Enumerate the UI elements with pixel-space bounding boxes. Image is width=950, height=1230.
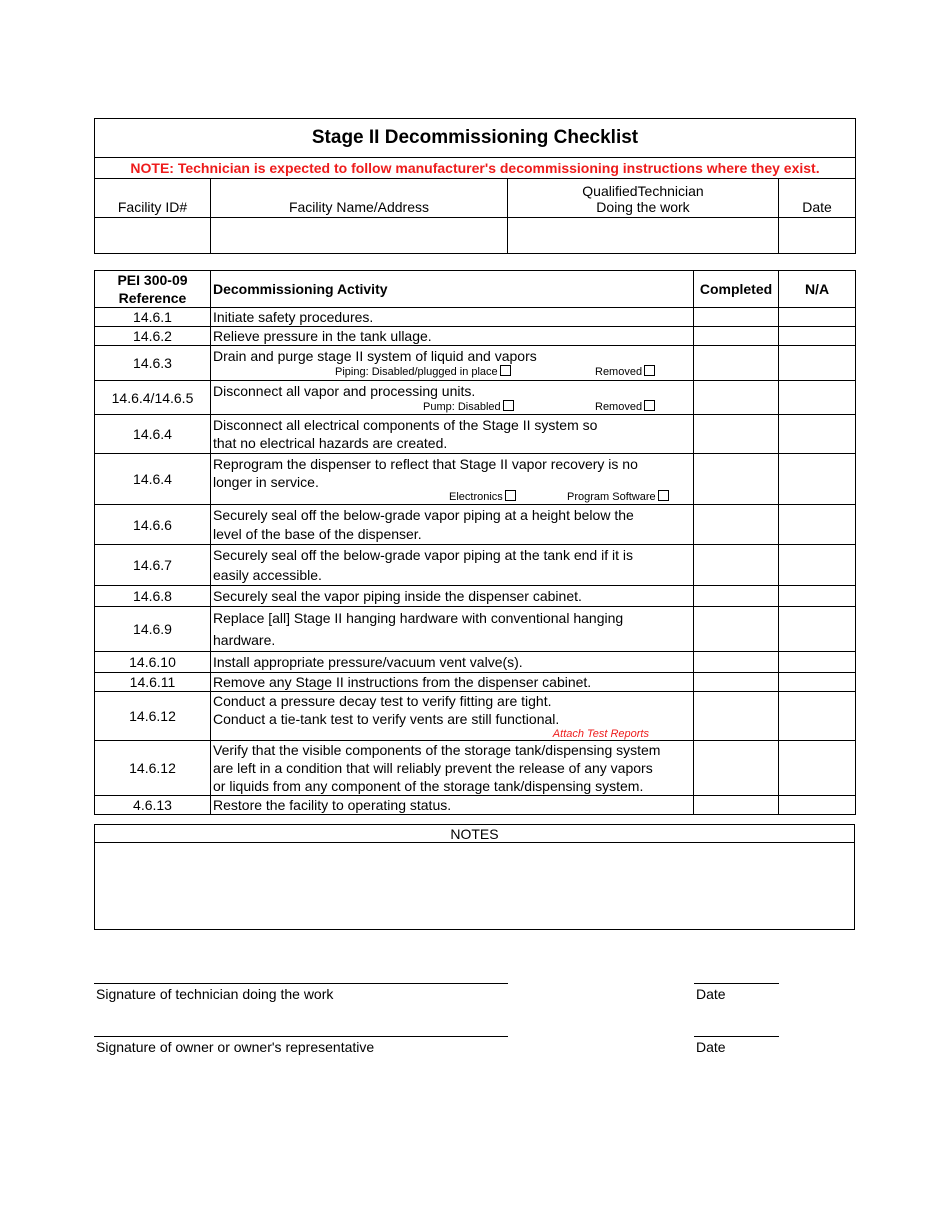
piping-removed-checkbox[interactable]	[644, 365, 655, 376]
pump-disabled-label: Pump: Disabled	[423, 400, 501, 413]
row-reference: 14.6.6	[95, 505, 211, 545]
piping-disabled-label: Piping: Disabled/plugged in place	[335, 366, 498, 378]
pump-removed-checkbox[interactable]	[644, 400, 655, 411]
date-header: Date	[779, 179, 856, 218]
table-row	[95, 741, 856, 796]
activity-line: Drain and purge stage II system of liquid and vapors	[213, 348, 537, 364]
completed-cell[interactable]	[694, 545, 779, 586]
row-reference: 14.6.8	[95, 586, 211, 607]
activity-line: Disconnect all vapor and processing units.	[213, 382, 476, 399]
activity-line: Verify that the visible components of the storage tank/dispensing system	[213, 742, 661, 758]
piping-option	[335, 365, 511, 379]
completed-cell[interactable]	[694, 652, 779, 673]
removed-option	[595, 400, 655, 414]
na-cell[interactable]	[779, 652, 856, 673]
activity-line: Disconnect all electrical components of the Stage II system so	[213, 417, 598, 433]
table-row	[95, 327, 856, 346]
activity-line: Conduct a tie-tank test to verify vents are still functional.	[213, 711, 560, 727]
na-cell[interactable]	[779, 741, 856, 796]
row-activity	[211, 741, 694, 796]
table-row	[95, 692, 856, 741]
table-row	[95, 796, 856, 815]
table-row	[95, 308, 856, 327]
owner-date-label: Date	[696, 1039, 726, 1055]
row-reference: 14.6.1	[95, 308, 211, 327]
technician-field[interactable]	[508, 218, 779, 254]
completed-cell[interactable]	[694, 607, 779, 652]
pump-disabled-checkbox[interactable]	[503, 400, 514, 411]
technician-signature-line[interactable]	[94, 983, 508, 984]
completed-cell[interactable]	[694, 381, 779, 415]
na-cell[interactable]	[779, 673, 856, 692]
reference-header	[95, 271, 211, 308]
checklist-table	[94, 270, 856, 815]
row-activity	[211, 607, 694, 652]
technician-header-line1: QualifiedTechnician	[582, 183, 704, 199]
table-row	[95, 607, 856, 652]
electronics-label: Electronics	[449, 491, 503, 503]
completed-cell[interactable]	[694, 796, 779, 815]
reference-header-line2: Reference	[118, 290, 187, 306]
technician-date-line[interactable]	[694, 983, 779, 984]
row-reference: 14.6.4/14.6.5	[95, 381, 211, 415]
facility-id-header: Facility ID#	[95, 179, 211, 218]
activity-line: or liquids from any component of the storage tank/dispensing system.	[213, 778, 644, 794]
row-reference: 14.6.9	[95, 607, 211, 652]
completed-cell[interactable]	[694, 346, 779, 381]
row-reference: 4.6.13	[95, 796, 211, 815]
activity-line: that no electrical hazards are created.	[213, 435, 448, 451]
row-reference: 14.6.12	[95, 692, 211, 741]
activity-line: Securely seal off the below-grade vapor piping at the tank end if it is	[213, 547, 633, 563]
program-software-label: Program Software	[567, 491, 656, 503]
owner-signature-line[interactable]	[94, 1036, 508, 1037]
row-activity	[211, 545, 694, 586]
completed-cell[interactable]	[694, 505, 779, 545]
activity-line: Reprogram the dispenser to reflect that Stage II vapor recovery is no	[213, 456, 638, 472]
na-cell[interactable]	[779, 607, 856, 652]
na-cell[interactable]	[779, 327, 856, 346]
na-cell[interactable]	[779, 505, 856, 545]
activity-line: longer in service.	[213, 474, 319, 490]
owner-date-line[interactable]	[694, 1036, 779, 1037]
owner-signature-label: Signature of owner or owner's representative	[96, 1039, 375, 1055]
reference-header-line1: PEI 300-09	[117, 272, 188, 288]
electronics-checkbox[interactable]	[505, 490, 516, 501]
row-reference: 14.6.3	[95, 346, 211, 381]
row-activity: Restore the facility to operating status.	[211, 796, 694, 815]
na-cell[interactable]	[779, 586, 856, 607]
table-row	[95, 586, 856, 607]
activity-line: easily accessible.	[213, 567, 322, 583]
table-row	[95, 415, 856, 454]
table-row	[95, 346, 856, 381]
pump-removed-label: Removed	[595, 400, 643, 413]
facility-id-field[interactable]	[95, 218, 211, 254]
notes-box	[94, 824, 855, 930]
table-row	[95, 505, 856, 545]
na-cell[interactable]	[779, 381, 856, 415]
completed-cell[interactable]	[694, 692, 779, 741]
technician-date-label: Date	[696, 986, 726, 1002]
row-reference: 14.6.2	[95, 327, 211, 346]
technician-header	[508, 179, 779, 218]
na-cell[interactable]	[779, 308, 856, 327]
activity-header: Decommissioning Activity	[211, 271, 694, 308]
piping-disabled-checkbox[interactable]	[500, 365, 511, 376]
completed-cell[interactable]	[694, 586, 779, 607]
na-cell[interactable]	[779, 454, 856, 505]
table-row	[95, 545, 856, 586]
row-activity	[211, 692, 694, 741]
completed-cell[interactable]	[694, 415, 779, 454]
completed-header: Completed	[694, 271, 779, 308]
row-reference: 14.6.12	[95, 741, 211, 796]
row-reference: 14.6.7	[95, 545, 211, 586]
row-reference: 14.6.11	[95, 673, 211, 692]
completed-cell[interactable]	[694, 454, 779, 505]
pump-option	[423, 400, 514, 414]
facility-name-header: Facility Name/Address	[211, 179, 508, 218]
activity-line: Securely seal off the below-grade vapor piping at a height below the	[213, 506, 634, 523]
na-cell[interactable]	[779, 415, 856, 454]
row-reference: 14.6.4	[95, 454, 211, 505]
activity-line: hardware.	[213, 632, 276, 648]
row-activity: Initiate safety procedures.	[211, 308, 694, 327]
piping-removed-label: Removed	[595, 366, 643, 378]
option-line	[213, 490, 691, 504]
table-row	[95, 381, 856, 415]
row-activity	[211, 415, 694, 454]
row-activity: Remove any Stage II instructions from the dispenser cabinet.	[211, 673, 694, 692]
row-activity: Install appropriate pressure/vacuum vent valve(s).	[211, 652, 694, 673]
na-header: N/A	[779, 271, 856, 308]
na-cell[interactable]	[779, 692, 856, 741]
completed-cell[interactable]	[694, 308, 779, 327]
electronics-option	[449, 490, 516, 504]
option-line	[213, 365, 691, 379]
removed-option	[595, 365, 655, 379]
table-row	[95, 454, 856, 505]
row-reference: 14.6.4	[95, 415, 211, 454]
date-field[interactable]	[779, 218, 856, 254]
technician-signature-label: Signature of technician doing the work	[96, 986, 334, 1002]
activity-line: level of the base of the dispenser.	[213, 525, 422, 542]
row-reference: 14.6.10	[95, 652, 211, 673]
program-software-checkbox[interactable]	[658, 490, 669, 501]
completed-cell[interactable]	[694, 673, 779, 692]
row-activity	[211, 381, 694, 415]
attach-test-reports-note: Attach Test Reports	[552, 728, 649, 740]
completed-cell[interactable]	[694, 327, 779, 346]
activity-line: are left in a condition that will reliably prevent the release of any vapors	[213, 760, 653, 776]
technician-note: NOTE: Technician is expected to follow manufacturer's decommissioning instructions where they exist.	[95, 158, 856, 179]
page-title: Stage II Decommissioning Checklist	[95, 119, 856, 158]
na-cell[interactable]	[779, 796, 856, 815]
table-row	[95, 652, 856, 673]
technician-header-line2: Doing the work	[596, 199, 690, 215]
completed-cell[interactable]	[694, 741, 779, 796]
row-activity	[211, 454, 694, 505]
table-row	[95, 673, 856, 692]
row-activity	[211, 505, 694, 545]
notes-field[interactable]	[95, 843, 855, 930]
program-software-option	[567, 490, 669, 504]
row-activity: Relieve pressure in the tank ullage.	[211, 327, 694, 346]
notes-label: NOTES	[95, 825, 855, 843]
facility-info-table	[94, 118, 856, 254]
option-line	[213, 400, 691, 414]
na-cell[interactable]	[779, 346, 856, 381]
activity-line: Replace [all] Stage II hanging hardware with conventional hanging	[213, 610, 624, 626]
activity-line: Conduct a pressure decay test to verify fitting are tight.	[213, 693, 552, 709]
row-activity: Securely seal the vapor piping inside the dispenser cabinet.	[211, 586, 694, 607]
facility-name-field[interactable]	[211, 218, 508, 254]
row-activity	[211, 346, 694, 381]
na-cell[interactable]	[779, 545, 856, 586]
